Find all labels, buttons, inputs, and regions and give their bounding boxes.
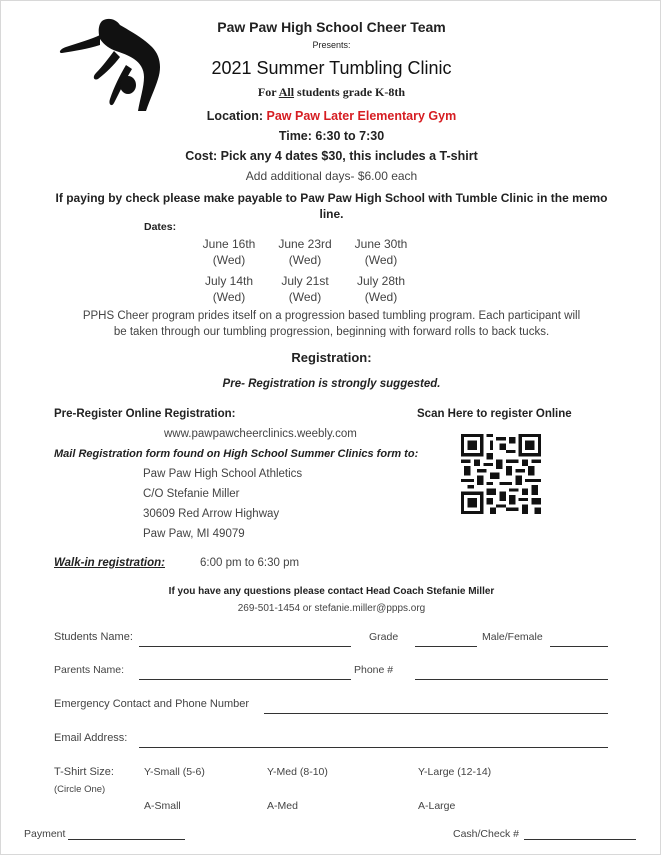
location-value: Paw Paw Later Elementary Gym	[266, 109, 457, 123]
phone-label: Phone #	[354, 664, 394, 676]
address-line: Paw Paw High School Athletics	[143, 468, 303, 480]
male-female-label: Male/Female	[482, 631, 543, 643]
students-name-field[interactable]	[139, 646, 351, 647]
walkin-label: Walk-in registration:	[54, 557, 165, 569]
phone-field[interactable]	[415, 679, 608, 680]
contact-details: 269-501-1454 or stefanie.miller@ppps.org	[237, 603, 426, 614]
check-note-line2: line.	[319, 207, 344, 221]
emergency-contact-field[interactable]	[264, 713, 608, 714]
program-line2: be taken through our tumbling progression, beginning with forward rolls to back tucks.	[113, 326, 550, 337]
website-link[interactable]: www.pawpawcheerclinics.weebly.com	[164, 428, 357, 440]
cost-line: Cost: Pick any 4 dates $30, this includes a T-shirt	[185, 149, 478, 163]
address-line: 30609 Red Arrow Highway	[143, 508, 280, 520]
date-item: June 30th (Wed)	[354, 237, 408, 267]
scan-label: Scan Here to register Online	[417, 408, 572, 420]
tshirt-size-label: T-Shirt Size:	[54, 766, 114, 778]
parents-name-label: Parents Name:	[54, 664, 125, 676]
mail-registration-label: Mail Registration form found on High School Summer Clinics form to:	[54, 448, 419, 460]
date-item: July 21st (Wed)	[281, 274, 329, 304]
date-item: June 23rd (Wed)	[278, 237, 332, 267]
size-option-y-large[interactable]: Y-Large (12-14)	[418, 766, 492, 778]
presents-text: Presents:	[312, 40, 351, 50]
online-registration-label: Pre-Register Online Registration:	[54, 408, 236, 420]
dates-label: Dates:	[144, 221, 177, 233]
emergency-contact-label: Emergency Contact and Phone Number	[54, 698, 250, 710]
male-female-field[interactable]	[550, 646, 608, 647]
students-name-label: Students Name:	[54, 631, 133, 643]
date-item: July 14th (Wed)	[204, 274, 254, 304]
additional-days: Add additional days- $6.00 each	[245, 169, 418, 183]
email-field[interactable]	[139, 747, 608, 748]
program-line1: PPHS Cheer program prides itself on a progression based tumbling program. Each participant will	[82, 310, 581, 322]
date-item: June 16th (Wed)	[202, 237, 256, 267]
clinic-title: 2021 Summer Tumbling Clinic	[211, 58, 452, 78]
address-line: C/O Stefanie Miller	[143, 488, 240, 500]
grade-eligibility: For All students grade K-8th	[257, 85, 406, 99]
cash-check-label: Cash/Check #	[453, 828, 519, 840]
cash-check-field[interactable]	[524, 839, 636, 840]
size-option-y-small[interactable]: Y-Small (5-6)	[144, 766, 205, 778]
size-option-a-small[interactable]: A-Small	[144, 800, 181, 812]
contact-line: If you have any questions please contact Head Coach Stefanie Miller	[168, 586, 495, 597]
location-line: Location: Paw Paw Later Elementary Gym	[206, 109, 457, 123]
qr-code-icon[interactable]	[461, 434, 541, 514]
size-option-y-med[interactable]: Y-Med (8-10)	[267, 766, 328, 778]
time-line: Time: 6:30 to 7:30	[278, 129, 385, 143]
preregistration-note: Pre- Registration is strongly suggested.	[222, 378, 441, 390]
payment-field[interactable]	[68, 839, 185, 840]
check-note-line1: If paying by check please make payable to Paw Paw High School with Tumble Clinic in the memo	[55, 191, 608, 205]
payment-label: Payment	[24, 828, 66, 840]
size-option-a-large[interactable]: A-Large	[418, 800, 456, 812]
org-title: Paw Paw High School Cheer Team	[217, 19, 446, 35]
walkin-time: 6:00 pm to 6:30 pm	[200, 557, 300, 569]
date-item: July 28th (Wed)	[356, 274, 406, 304]
email-label: Email Address:	[54, 732, 128, 744]
address-line: Paw Paw, MI 49079	[143, 528, 245, 540]
circle-one-label: (Circle One)	[54, 784, 106, 795]
grade-label: Grade	[369, 631, 399, 643]
parents-name-field[interactable]	[139, 679, 351, 680]
registration-heading: Registration:	[291, 350, 372, 365]
size-option-a-med[interactable]: A-Med	[267, 800, 298, 812]
grade-field[interactable]	[415, 646, 477, 647]
